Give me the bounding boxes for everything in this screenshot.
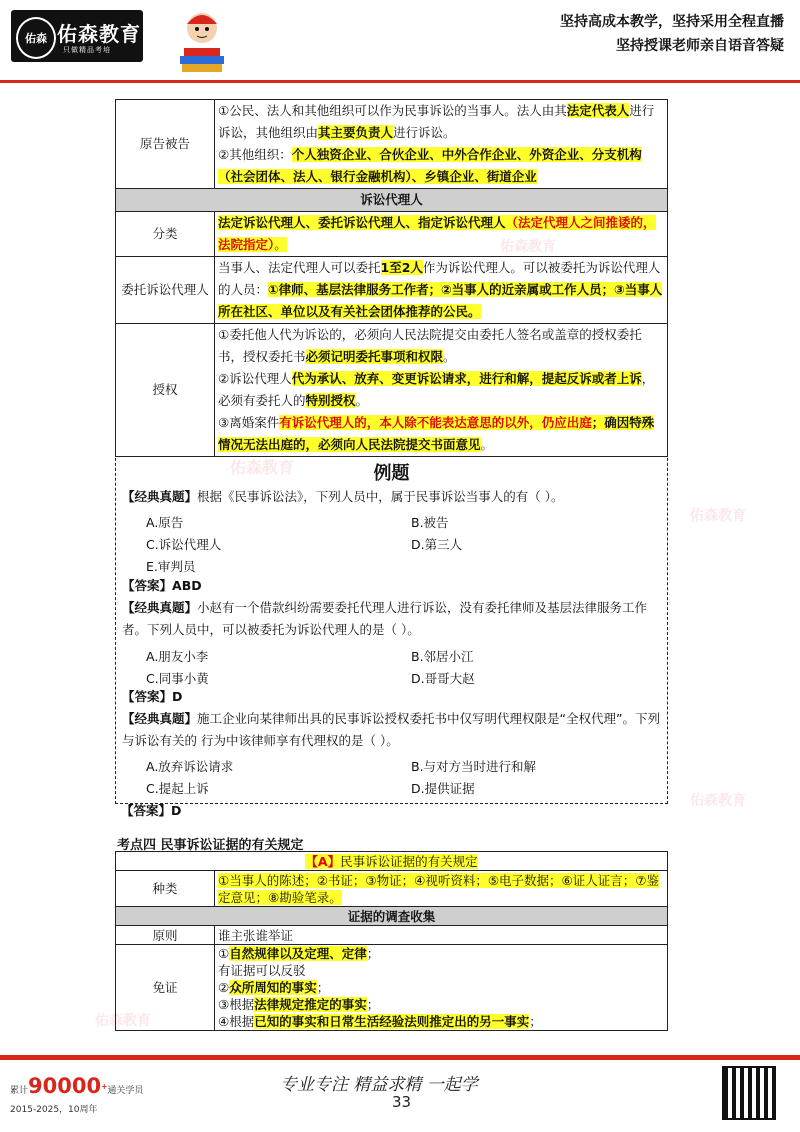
answer-3 xyxy=(121,800,661,822)
text: ② xyxy=(218,980,230,995)
answer-tag: 【答案】 xyxy=(121,803,172,818)
table-row xyxy=(116,945,668,1031)
answer-1 xyxy=(122,575,662,597)
examples-title: 例题 xyxy=(373,463,410,484)
section-row xyxy=(116,189,668,212)
question-text: 小赵有一个借款纠纷需要委托代理人进行诉讼，没有委托律师及基层法律服务工作者。下列人员中，可以被委托为诉讼代理人的是（ ）。 xyxy=(122,600,648,637)
watermark: 佑森教育 xyxy=(690,508,746,524)
student-label: 通关学员 xyxy=(107,1086,144,1096)
text: 。 xyxy=(274,237,287,252)
row-label: 种类 xyxy=(116,871,215,907)
highlight-text: 法定诉讼代理人、委托诉讼代理人、指定诉讼代理人 xyxy=(218,215,506,230)
text: ③根据 xyxy=(218,997,255,1012)
row-label: 原告被告 xyxy=(116,100,215,189)
option: C.提起上诉 xyxy=(146,781,209,796)
question-3 xyxy=(122,708,662,752)
head-tag: 【A】 xyxy=(305,853,341,869)
table-row xyxy=(116,324,668,457)
highlight-text: ；确因特殊情况无法出庭的，必须向人民法院提交书面意见 xyxy=(218,415,655,452)
text: 进行诉讼。 xyxy=(393,125,456,140)
text: ②诉讼代理人 xyxy=(218,371,292,386)
option: A.朋友小李 xyxy=(146,649,209,664)
section-heading: 考点四 民事诉讼证据的有关规定 xyxy=(117,838,304,853)
table-head-row xyxy=(116,852,668,871)
question-text: 施工企业向某律师出具的民事诉讼授权委托书中仅写明代理权限是“全权代理”。下列与诉讼有关的 行为中该律师享有代理权的是（ ）。 xyxy=(122,711,660,748)
table-row xyxy=(116,212,668,257)
section-title: 证据的调查收集 xyxy=(116,907,668,926)
option: C.同事小黄 xyxy=(146,671,209,686)
footer-signature: 专业专注 精益求精 一起学 xyxy=(280,1075,478,1095)
text: 进行诉讼，其他组织由 xyxy=(218,103,655,140)
text: ； xyxy=(316,980,330,995)
highlight-text: ①律师、基层法律服务工作者；②当事人的近亲属或工作人员；③当事人所在社区、单位以及有关社会团体推荐的公民。 xyxy=(218,282,663,319)
answer-tag: 【答案】 xyxy=(122,689,173,704)
highlight-text: 众所周知的事实 xyxy=(229,980,317,995)
section-title: 诉讼代理人 xyxy=(116,189,668,212)
section-row xyxy=(116,907,668,926)
text: ① xyxy=(218,946,230,961)
table-row xyxy=(116,871,668,907)
table-head xyxy=(116,852,668,871)
question-tag: 【经典真题】 xyxy=(122,600,198,615)
highlight-text: 自然规律以及定理、定律 xyxy=(229,946,367,961)
mascot-illustration xyxy=(178,4,226,76)
row-content xyxy=(215,100,668,189)
head-text: 民事诉讼证据的有关规定 xyxy=(340,853,478,869)
option: D.哥哥大赵 xyxy=(411,671,475,686)
highlight-text: 个人独资企业、合伙企业、中外合作企业、外资企业、分支机构（社会团体、法人、银行金融机构）、乡镇企业、街道企业 xyxy=(218,147,642,184)
text: ； xyxy=(366,946,380,961)
question-text: 根据《民事诉讼法》，下列人员中，属于民事诉讼当事人的有（ ）。 xyxy=(197,489,564,504)
text: ②其他组织： xyxy=(218,147,292,162)
footer-stats xyxy=(10,1074,143,1115)
option: B.邻居小江 xyxy=(411,649,474,664)
text: 当事人、法定代理人可以委托 xyxy=(218,260,381,275)
highlight-text: ①当事人的陈述；②书证；③物证；④视听资料；⑤电子数据；⑥证人证言；⑦鉴定意见；⑧勘验笔录。 xyxy=(218,872,659,905)
highlight-red-text: （法定代理人之间推诿的，法院指定） xyxy=(218,215,656,252)
brand-logo xyxy=(11,10,143,62)
answer-tag: 【答案】 xyxy=(122,578,173,593)
plus-sign: + xyxy=(101,1082,108,1091)
question-tag: 【经典真题】 xyxy=(122,711,198,726)
row-label: 原则 xyxy=(116,926,215,945)
row-label: 授权 xyxy=(116,324,215,457)
option: D.第三人 xyxy=(411,537,463,552)
text: 。 xyxy=(355,393,369,408)
student-count: 90000 xyxy=(28,1074,102,1098)
row-label: 分类 xyxy=(116,212,215,257)
highlight-red-text: 有诉讼代理人的，本人除不能表达意思的以外，仍应出庭 xyxy=(279,415,592,430)
option: B.与对方当时进行和解 xyxy=(411,759,537,774)
header-divider xyxy=(0,80,800,83)
option: E.审判员 xyxy=(146,559,196,574)
text: 有证据可以反驳 xyxy=(218,963,306,978)
watermark: 佑森教育 xyxy=(230,458,295,477)
evidence-rules-table xyxy=(115,851,668,1031)
option: D.提供证据 xyxy=(411,781,475,796)
row-label: 委托诉讼代理人 xyxy=(116,257,215,324)
slogan-line-2: 坚持授课老师亲自语音答疑 xyxy=(616,38,784,54)
page-number: 33 xyxy=(392,1093,412,1111)
text: ①公民、法人和其他组织可以作为民事诉讼的当事人。法人由其 xyxy=(218,103,567,118)
option: C.诉讼代理人 xyxy=(146,537,222,552)
logo-seal: 佑森 xyxy=(16,17,56,59)
highlight-text: 1至2人 xyxy=(380,260,423,275)
watermark: 佑森教育 xyxy=(95,1013,151,1029)
row-content xyxy=(215,871,668,907)
row-label: 免证 xyxy=(116,945,215,1031)
answer-2 xyxy=(122,686,662,708)
text: 。 xyxy=(480,437,494,452)
highlight-text: 法律规定推定的事实 xyxy=(254,997,367,1012)
highlight-text: 必须记明委托事项和权限 xyxy=(305,349,444,364)
option: A.原告 xyxy=(146,515,184,530)
row-content xyxy=(215,324,668,457)
text: ，必须有委托人的 xyxy=(218,371,655,408)
text: ； xyxy=(366,997,380,1012)
row-content xyxy=(215,212,668,257)
row-content: 谁主张谁举证 xyxy=(215,926,668,945)
qr-code xyxy=(722,1066,776,1120)
highlight-text: 法定代表人 xyxy=(566,103,630,118)
answer-value: D xyxy=(172,689,183,704)
accum-label: 累计 xyxy=(10,1086,29,1096)
logo-name: 佑森教育 xyxy=(57,22,141,46)
text: ③离婚案件 xyxy=(218,415,280,430)
logo-subtitle: 只做精品考培 xyxy=(63,46,111,54)
examples-box xyxy=(115,443,668,804)
highlight-text: 代为承认、放弃、变更诉讼请求，进行和解，提起反诉或者上诉 xyxy=(291,371,642,386)
table-row xyxy=(116,926,668,945)
litigation-parties-table xyxy=(115,99,668,457)
table-row xyxy=(116,257,668,324)
slogan-line-1: 坚持高成本教学，坚持采用全程直播 xyxy=(560,14,784,30)
question-tag: 【经典真题】 xyxy=(122,489,198,504)
row-content xyxy=(215,945,668,1031)
question-2 xyxy=(122,597,662,641)
highlight-text: 其主要负责人 xyxy=(318,125,394,140)
watermark: 佑森教育 xyxy=(500,239,556,255)
answer-value: D xyxy=(171,803,182,818)
text: 。 xyxy=(443,349,456,364)
text: ①委托他人代为诉讼的，必须向人民法院提交由委托人签名或盖章的授权委托书，授权委托书 xyxy=(218,327,642,364)
watermark: 佑森教育 xyxy=(690,793,746,809)
page-header xyxy=(0,0,800,86)
header-slogan xyxy=(560,10,784,58)
footer-divider xyxy=(0,1055,800,1060)
question-1 xyxy=(122,486,662,508)
table-row xyxy=(116,100,668,189)
text: 作为诉讼代理人。可以被委托为诉讼代理人的人员： xyxy=(218,260,661,297)
row-content xyxy=(215,257,668,324)
text: ； xyxy=(529,1014,542,1029)
text: ④根据 xyxy=(218,1014,255,1029)
highlight-text: 已知的事实和日常生活经验法则推定出的另一事实 xyxy=(254,1014,530,1029)
highlight-text: 特别授权 xyxy=(305,393,356,408)
option: B.被告 xyxy=(411,515,449,530)
answer-value: ABD xyxy=(172,578,202,593)
years-label: 2015-2025，10周年 xyxy=(10,1105,98,1115)
option: A.放弃诉讼请求 xyxy=(146,759,234,774)
